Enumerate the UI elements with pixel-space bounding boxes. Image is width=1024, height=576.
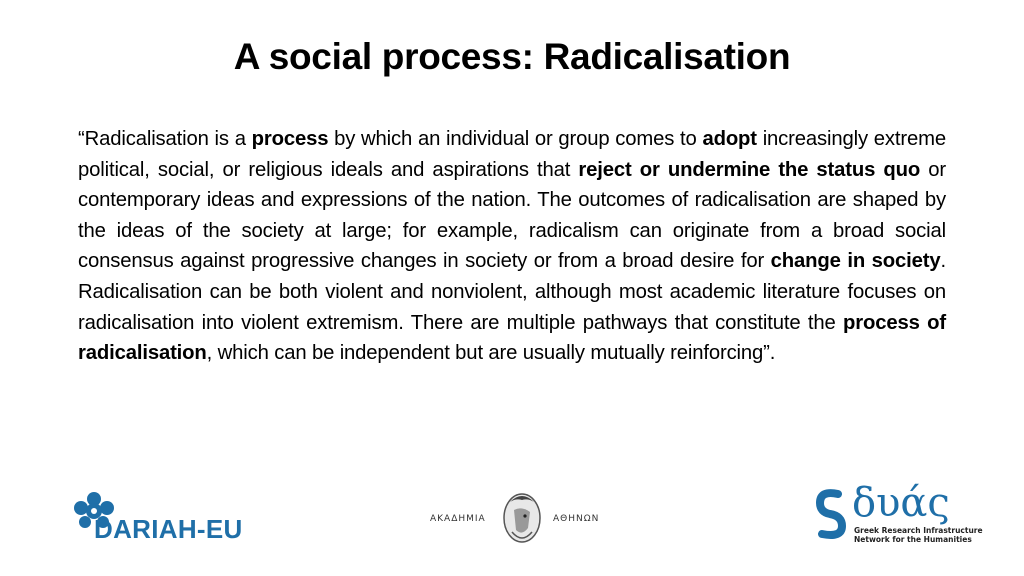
emphasis-run: adopt (702, 128, 757, 150)
text-run: increasingly extreme political, social, or religious ideals and aspirations that (78, 128, 946, 181)
text-run: . Radicalisation can be both violent and nonviolent, although most academic literature focuses on radicalisation into violent extremism. There are multiple pathways that constitute the (78, 250, 946, 334)
dyas-logo-subtitle-2: Network for the Humanities (854, 535, 972, 544)
emphasis-run: process (251, 128, 329, 150)
slide-title: A social process: Radicalisation (233, 36, 791, 77)
dyas-logo-subtitle-1: Greek Research Infrastructure (854, 526, 983, 535)
text-run: by which an individual or group comes to (328, 128, 703, 150)
dyas-logo-greek: δυάς (852, 480, 950, 526)
text-run: “Radicalisation is a (78, 128, 252, 150)
athena-head-icon (498, 488, 546, 548)
text-run: or contemporary ideas and expressions of the nation. The outcomes of radicalisation are shaped by the ideas of the society at large; for example, radicalism can originate from a broad social consensus against progressive changes in society or from a broad desire for (78, 158, 946, 273)
dyas-s-icon (812, 488, 848, 540)
emphasis-run: process of radicalisation (78, 311, 946, 365)
dyas-logo (812, 480, 983, 552)
text-run: , which can be independent but are usually mutually reinforcing”. (206, 342, 776, 365)
academy-logo-right-text: ΑΘΗΝΩΝ (553, 514, 600, 524)
academy-of-athens-logo (420, 482, 620, 552)
academy-logo-left-text: ΑΚΑΔΗΜΙΑ (430, 514, 486, 524)
dariah-logo (72, 490, 252, 550)
body-paragraph (78, 124, 946, 369)
emphasis-run: reject or undermine the status quo (578, 158, 921, 181)
dariah-logo-text: DARIAH-EU (94, 514, 243, 544)
emphasis-run: change in society (770, 250, 941, 273)
